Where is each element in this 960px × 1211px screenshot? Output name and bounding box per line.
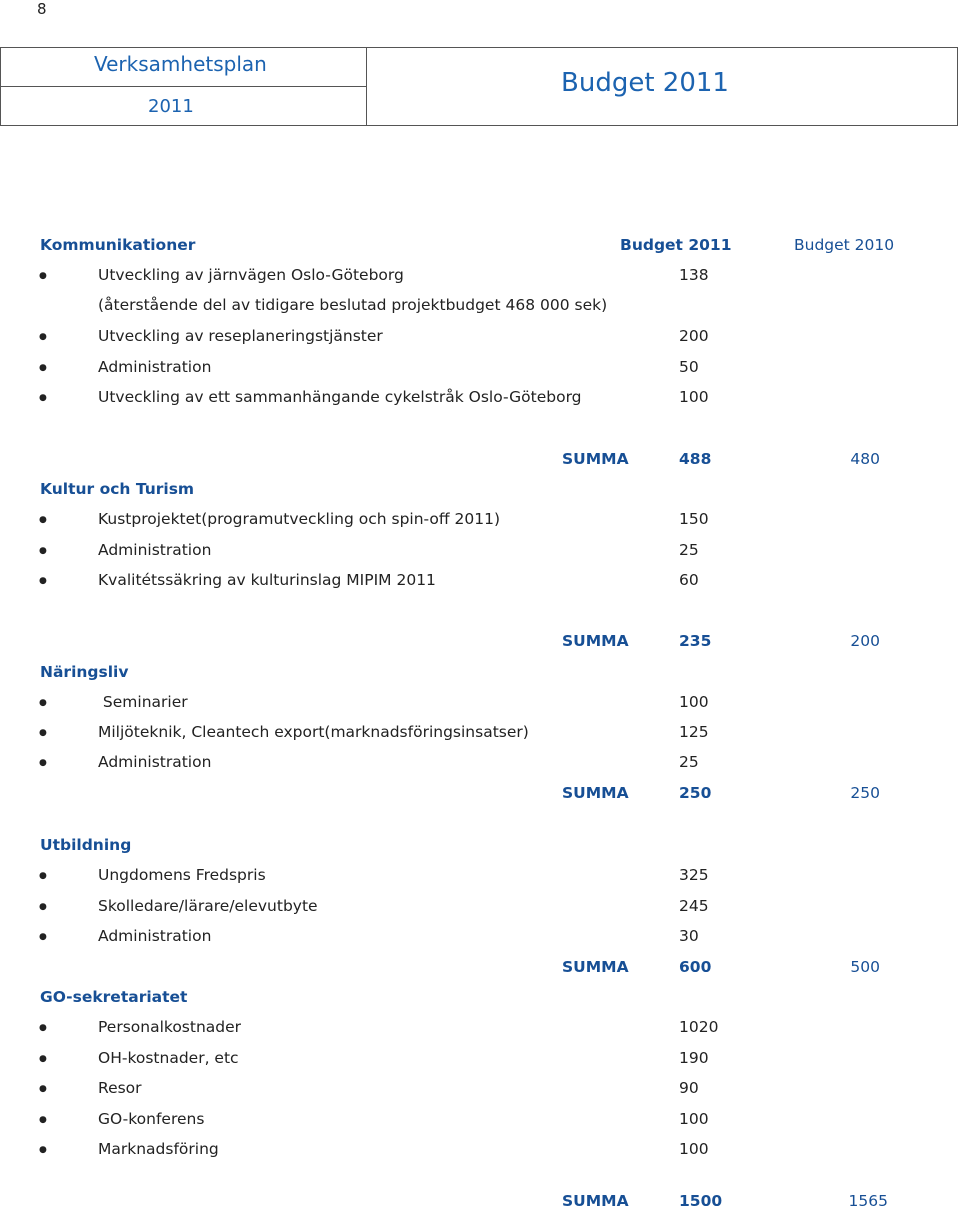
bullet-icon: ● bbox=[39, 1145, 47, 1155]
item-label: Utveckling av reseplaneringstjänster bbox=[98, 327, 383, 345]
list-item bbox=[0, 866, 960, 890]
bullet-icon: ● bbox=[39, 332, 47, 342]
list-item bbox=[0, 541, 960, 565]
bullet-icon: ● bbox=[39, 1115, 47, 1125]
sum-budget-2011: 250 bbox=[679, 784, 712, 802]
bullet-icon: ● bbox=[39, 871, 47, 881]
list-item bbox=[0, 1079, 960, 1103]
bullet-icon: ● bbox=[39, 546, 47, 556]
item-label: Administration bbox=[98, 927, 212, 945]
item-value: 60 bbox=[679, 571, 699, 589]
sum-budget-2010: 500 bbox=[850, 958, 880, 976]
item-value: 150 bbox=[679, 510, 709, 528]
sum-budget-2010: 250 bbox=[850, 784, 880, 802]
sum-budget-2010: 200 bbox=[850, 632, 880, 650]
list-item bbox=[0, 897, 960, 921]
bullet-icon: ● bbox=[39, 1054, 47, 1064]
item-label: GO-konferens bbox=[98, 1110, 205, 1128]
item-label: Utveckling av järnvägen Oslo-Göteborg bbox=[98, 266, 404, 284]
item-label: (återstående del av tidigare beslutad projektbudget 468 000 sek) bbox=[98, 296, 608, 314]
bullet-icon: ● bbox=[39, 758, 47, 768]
list-item bbox=[0, 693, 960, 717]
bullet-icon: ● bbox=[39, 1084, 47, 1094]
item-value: 200 bbox=[679, 327, 709, 345]
sum-budget-2011: 1500 bbox=[679, 1192, 723, 1210]
section-title-kultur: Kultur och Turism bbox=[40, 480, 195, 498]
bullet-icon: ● bbox=[39, 576, 47, 586]
item-label: Administration bbox=[98, 541, 212, 559]
item-label: Ungdomens Fredspris bbox=[98, 866, 266, 884]
bullet-icon: ● bbox=[39, 932, 47, 942]
item-value: 90 bbox=[679, 1079, 699, 1097]
bullet-icon: ● bbox=[39, 363, 47, 373]
list-item-note bbox=[0, 296, 960, 320]
list-item bbox=[0, 358, 960, 382]
list-item bbox=[0, 388, 960, 412]
item-value: 100 bbox=[679, 388, 709, 406]
budget-title: Budget 2011 bbox=[561, 68, 729, 98]
header-left-panel bbox=[1, 48, 367, 125]
header-box bbox=[0, 47, 958, 126]
sum-budget-2010: 480 bbox=[850, 450, 880, 468]
header-divider bbox=[1, 86, 366, 87]
item-label: Marknadsföring bbox=[98, 1140, 219, 1158]
list-item bbox=[0, 1140, 960, 1164]
sum-budget-2010: 1565 bbox=[848, 1192, 888, 1210]
item-value: 25 bbox=[679, 541, 699, 559]
list-item bbox=[0, 266, 960, 290]
list-item bbox=[0, 1018, 960, 1042]
list-item bbox=[0, 927, 960, 951]
item-value: 100 bbox=[679, 693, 709, 711]
item-value: 1020 bbox=[679, 1018, 719, 1036]
item-value: 100 bbox=[679, 1110, 709, 1128]
item-label: Utveckling av ett sammanhängande cykelstråk Oslo-Göteborg bbox=[98, 388, 582, 406]
bullet-icon: ● bbox=[39, 393, 47, 403]
section-title-go-sekretariatet: GO-sekretariatet bbox=[40, 988, 188, 1006]
sum-budget-2011: 488 bbox=[679, 450, 712, 468]
bullet-icon: ● bbox=[39, 698, 47, 708]
page-number: 8 bbox=[37, 0, 47, 18]
plan-title: Verksamhetsplan bbox=[94, 52, 267, 76]
column-header-budget-2010: Budget 2010 bbox=[794, 236, 895, 254]
bullet-icon: ● bbox=[39, 728, 47, 738]
bullet-icon: ● bbox=[39, 902, 47, 912]
sum-label: SUMMA bbox=[562, 958, 629, 976]
list-item bbox=[0, 723, 960, 747]
sum-label: SUMMA bbox=[562, 1192, 629, 1210]
item-label: Skolledare/lärare/elevutbyte bbox=[98, 897, 318, 915]
section-title-naringsliv: Näringsliv bbox=[40, 663, 129, 681]
list-item bbox=[0, 571, 960, 595]
item-label: Kustprojektet(programutveckling och spin-off 2011) bbox=[98, 510, 501, 528]
section-title-kommunikationer: Kommunikationer bbox=[40, 236, 196, 254]
column-header-budget-2011: Budget 2011 bbox=[620, 236, 732, 254]
item-value: 50 bbox=[679, 358, 699, 376]
item-value: 138 bbox=[679, 266, 709, 284]
list-item bbox=[0, 327, 960, 351]
item-label: Miljöteknik, Cleantech export(marknadsföringsinsatser) bbox=[98, 723, 529, 741]
bullet-icon: ● bbox=[39, 1023, 47, 1033]
bullet-icon: ● bbox=[39, 271, 47, 281]
item-label: OH-kostnader, etc bbox=[98, 1049, 239, 1067]
item-value: 245 bbox=[679, 897, 709, 915]
item-value: 100 bbox=[679, 1140, 709, 1158]
item-value: 25 bbox=[679, 753, 699, 771]
item-value: 325 bbox=[679, 866, 709, 884]
item-label: Administration bbox=[98, 358, 212, 376]
item-label: Resor bbox=[98, 1079, 142, 1097]
sum-budget-2011: 235 bbox=[679, 632, 712, 650]
item-label: Seminarier bbox=[98, 693, 188, 711]
item-value: 190 bbox=[679, 1049, 709, 1067]
list-item bbox=[0, 1049, 960, 1073]
list-item bbox=[0, 510, 960, 534]
list-item bbox=[0, 753, 960, 777]
section-title-utbildning: Utbildning bbox=[40, 836, 132, 854]
list-item bbox=[0, 1110, 960, 1134]
item-value: 30 bbox=[679, 927, 699, 945]
item-value: 125 bbox=[679, 723, 709, 741]
sum-label: SUMMA bbox=[562, 632, 629, 650]
item-label: Administration bbox=[98, 753, 212, 771]
sum-label: SUMMA bbox=[562, 450, 629, 468]
sum-budget-2011: 600 bbox=[679, 958, 712, 976]
plan-year: 2011 bbox=[148, 96, 194, 117]
bullet-icon: ● bbox=[39, 515, 47, 525]
sum-label: SUMMA bbox=[562, 784, 629, 802]
item-label: Kvalitétssäkring av kulturinslag MIPIM 2011 bbox=[98, 571, 436, 589]
item-label: Personalkostnader bbox=[98, 1018, 242, 1036]
